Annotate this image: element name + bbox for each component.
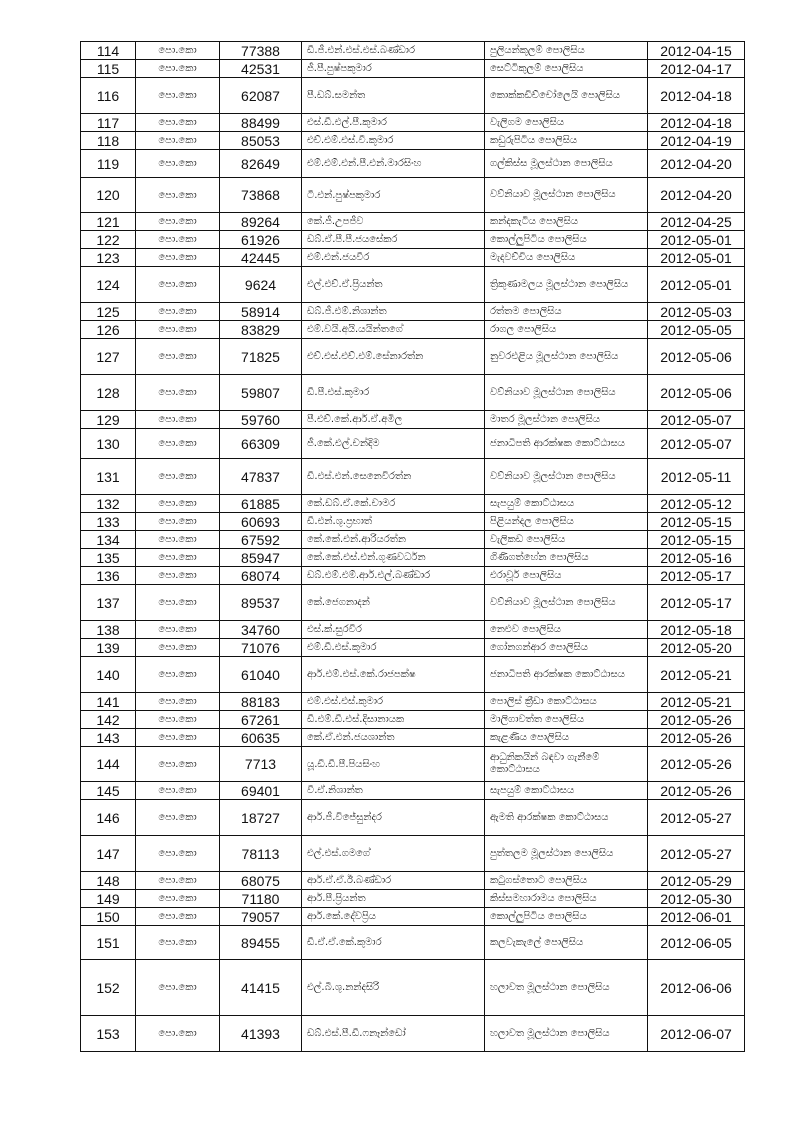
table-row [81, 836, 745, 872]
row-number-cell: 150 [81, 908, 136, 926]
row-number-cell: 144 [81, 747, 136, 782]
date-cell: 2012-04-18 [648, 78, 745, 114]
station-cell: රාගල පොලිසිය [485, 321, 648, 339]
officer-name-cell: එම්.එම්.එන්.පී.එන්.මාරසිංහ [302, 150, 485, 178]
date-cell: 2012-05-26 [648, 729, 745, 747]
row-number-cell: 134 [81, 531, 136, 549]
reg-number-cell: 88499 [220, 114, 302, 132]
officer-name-cell: ටී.එන්.පුෂ්පකුමාර [302, 178, 485, 213]
date-cell: 2012-04-15 [648, 42, 745, 60]
station-cell: නෙළුව පොලිසිය [485, 621, 648, 639]
rank-cell: පො.කො [136, 132, 220, 150]
officer-name-cell: පී.එච්.කේ.ආර්.ඒ.අමිල [302, 411, 485, 429]
row-number-cell: 140 [81, 657, 136, 693]
row-number-cell: 135 [81, 549, 136, 567]
station-cell: කඩුරුපිටිය පොලිසිය [485, 132, 648, 150]
station-cell: නුවරඑළිය මූලස්ථාන පොලිසිය [485, 339, 648, 375]
reg-number-cell: 69401 [220, 782, 302, 800]
reg-number-cell: 82649 [220, 150, 302, 178]
officer-name-cell: එම්.එන්.ජයවීර [302, 249, 485, 267]
station-cell: වව්නියාව මූලස්ථාන පොලිසිය [485, 585, 648, 621]
row-number-cell: 127 [81, 339, 136, 375]
table-row [81, 549, 745, 567]
reg-number-cell: 89537 [220, 585, 302, 621]
date-cell: 2012-05-15 [648, 531, 745, 549]
rank-cell: පො.කො [136, 585, 220, 621]
date-cell: 2012-04-18 [648, 114, 745, 132]
date-cell: 2012-05-18 [648, 621, 745, 639]
row-number-cell: 143 [81, 729, 136, 747]
station-cell: ජනාධිපති ආරක්ෂක කොට්ඨාසය [485, 657, 648, 693]
station-cell: එරාවූර් පොලිසිය [485, 567, 648, 585]
date-cell: 2012-05-07 [648, 429, 745, 459]
station-cell: පිළියන්දල පොලිසිය [485, 513, 648, 531]
table-row [81, 513, 745, 531]
table-row [81, 657, 745, 693]
row-number-cell: 131 [81, 459, 136, 495]
reg-number-cell: 42531 [220, 60, 302, 78]
row-number-cell: 120 [81, 178, 136, 213]
row-number-cell: 146 [81, 800, 136, 836]
officer-name-cell: කේ.කේ.එන්.ආරියරත්න [302, 531, 485, 549]
officer-name-cell: ආර්.ජී.විජේසුන්දර [302, 800, 485, 836]
row-number-cell: 153 [81, 1016, 136, 1052]
table-row [81, 1016, 745, 1052]
reg-number-cell: 71180 [220, 890, 302, 908]
station-cell: කන්දකැටිය පොලිසිය [485, 213, 648, 231]
date-cell: 2012-05-06 [648, 375, 745, 411]
date-cell: 2012-05-21 [648, 693, 745, 711]
rank-cell: පො.කො [136, 711, 220, 729]
row-number-cell: 124 [81, 267, 136, 303]
rank-cell: පො.කො [136, 150, 220, 178]
reg-number-cell: 60635 [220, 729, 302, 747]
reg-number-cell: 47837 [220, 459, 302, 495]
reg-number-cell: 34760 [220, 621, 302, 639]
reg-number-cell: 42445 [220, 249, 302, 267]
rank-cell: පො.කො [136, 303, 220, 321]
table-row [81, 114, 745, 132]
station-cell: සෙට්ටිකුලම් පොලිසිය [485, 60, 648, 78]
reg-number-cell: 59760 [220, 411, 302, 429]
station-cell: ජනාධිපති ආරක්ෂක කොට්ඨාසය [485, 429, 648, 459]
reg-number-cell: 60693 [220, 513, 302, 531]
date-cell: 2012-05-17 [648, 585, 745, 621]
station-cell: කලවැකැලේ පොලිසිය [485, 926, 648, 960]
reg-number-cell: 61885 [220, 495, 302, 513]
date-cell: 2012-05-07 [648, 411, 745, 429]
reg-number-cell: 61040 [220, 657, 302, 693]
reg-number-cell: 61926 [220, 231, 302, 249]
table-row [81, 800, 745, 836]
table-row [81, 621, 745, 639]
table-row [81, 303, 745, 321]
transfer-roster-table [80, 41, 745, 1052]
station-cell: මාලිගාවත්ත පොලිසිය [485, 711, 648, 729]
officer-name-cell: ඩී.එන්.ශු.ප්‍රභාත් [302, 513, 485, 531]
reg-number-cell: 59807 [220, 375, 302, 411]
date-cell: 2012-04-20 [648, 178, 745, 213]
date-cell: 2012-05-27 [648, 800, 745, 836]
date-cell: 2012-06-05 [648, 926, 745, 960]
reg-number-cell: 68075 [220, 872, 302, 890]
officer-name-cell: වී.ඒ.නිශාන්ත [302, 782, 485, 800]
officer-name-cell: ඩබ්.ඒ.පී.පී.ජයසේකර [302, 231, 485, 249]
date-cell: 2012-04-17 [648, 60, 745, 78]
rank-cell: පො.කො [136, 747, 220, 782]
row-number-cell: 139 [81, 639, 136, 657]
row-number-cell: 123 [81, 249, 136, 267]
officer-name-cell: පී.ඩබ්.සමන්ත [302, 78, 485, 114]
officer-name-cell: ඩී.එම්.ඩී.එස්.දිසානායක [302, 711, 485, 729]
reg-number-cell: 68074 [220, 567, 302, 585]
row-number-cell: 118 [81, 132, 136, 150]
date-cell: 2012-05-20 [648, 639, 745, 657]
reg-number-cell: 89264 [220, 213, 302, 231]
rank-cell: පො.කො [136, 729, 220, 747]
rank-cell: පො.කො [136, 513, 220, 531]
station-cell: වැලිගම පොලිසිය [485, 114, 648, 132]
row-number-cell: 141 [81, 693, 136, 711]
station-cell: මාතර මූලස්ථාන පොලිසිය [485, 411, 648, 429]
rank-cell: පො.කො [136, 339, 220, 375]
table-row [81, 267, 745, 303]
rank-cell: පො.කො [136, 429, 220, 459]
officer-name-cell: ආර්.පී.ප්‍රියන්ත [302, 890, 485, 908]
rank-cell: පො.කො [136, 872, 220, 890]
table-row [81, 639, 745, 657]
table-row [81, 890, 745, 908]
reg-number-cell: 58914 [220, 303, 302, 321]
officer-name-cell: ඩී.ජී.එන්.එස්.එස්.බණ්ඩාර [302, 42, 485, 60]
reg-number-cell: 41393 [220, 1016, 302, 1052]
table-row [81, 150, 745, 178]
row-number-cell: 136 [81, 567, 136, 585]
table-row [81, 339, 745, 375]
reg-number-cell: 73868 [220, 178, 302, 213]
table-row [81, 178, 745, 213]
table-row [81, 429, 745, 459]
rank-cell: පො.කො [136, 639, 220, 657]
row-number-cell: 126 [81, 321, 136, 339]
row-number-cell: 116 [81, 78, 136, 114]
reg-number-cell: 85947 [220, 549, 302, 567]
station-cell: කොල්ලුපිටිය පොලිසිය [485, 231, 648, 249]
station-cell: ගිණිගත්හේන පොලිසිය [485, 549, 648, 567]
table-row [81, 872, 745, 890]
row-number-cell: 151 [81, 926, 136, 960]
rank-cell: පො.කො [136, 1016, 220, 1052]
row-number-cell: 142 [81, 711, 136, 729]
station-cell: වැලිකඩ පොලිසිය [485, 531, 648, 549]
rank-cell: පො.කො [136, 890, 220, 908]
row-number-cell: 149 [81, 890, 136, 908]
date-cell: 2012-04-20 [648, 150, 745, 178]
station-cell: ඇමති ආරක්ෂක කොට්ඨාසය [485, 800, 648, 836]
station-cell: කැළණිය පොලිසිය [485, 729, 648, 747]
station-cell: වව්නියාව මූලස්ථාන පොලිසිය [485, 178, 648, 213]
reg-number-cell: 41415 [220, 960, 302, 1016]
row-number-cell: 119 [81, 150, 136, 178]
officer-name-cell: යූ.ඩී.ඩී.පී.පියසිංහ [302, 747, 485, 782]
rank-cell: පො.කො [136, 78, 220, 114]
table-row [81, 567, 745, 585]
table-row [81, 42, 745, 60]
rank-cell: පො.කො [136, 657, 220, 693]
row-number-cell: 137 [81, 585, 136, 621]
row-number-cell: 117 [81, 114, 136, 132]
station-cell: ගල්කිස්ස මූලස්ථාන පොලිසිය [485, 150, 648, 178]
station-cell: හලාවත මූලස්ථාන පොලිසිය [485, 960, 648, 1016]
station-cell: කිස්සමහාරාමය පොලිසිය [485, 890, 648, 908]
rank-cell: පො.කො [136, 549, 220, 567]
date-cell: 2012-05-21 [648, 657, 745, 693]
reg-number-cell: 77388 [220, 42, 302, 60]
rank-cell: පො.කො [136, 267, 220, 303]
date-cell: 2012-06-06 [648, 960, 745, 1016]
officer-name-cell: එල්.බී.ශු.නන්දසිරි [302, 960, 485, 1016]
reg-number-cell: 71076 [220, 639, 302, 657]
reg-number-cell: 9624 [220, 267, 302, 303]
officer-name-cell: කේ.ඩබ්.ඒ.කේ.චාමර [302, 495, 485, 513]
rank-cell: පො.කො [136, 908, 220, 926]
reg-number-cell: 88183 [220, 693, 302, 711]
row-number-cell: 122 [81, 231, 136, 249]
date-cell: 2012-05-01 [648, 231, 745, 249]
table-row [81, 321, 745, 339]
reg-number-cell: 85053 [220, 132, 302, 150]
officer-name-cell: එම්.එස්.එස්.කුමාර [302, 693, 485, 711]
table-row [81, 693, 745, 711]
table-row [81, 926, 745, 960]
table-row [81, 231, 745, 249]
rank-cell: පො.කො [136, 495, 220, 513]
rank-cell: පො.කො [136, 411, 220, 429]
table-row [81, 729, 745, 747]
officer-name-cell: එස්.ක්.සුරවීර [302, 621, 485, 639]
rank-cell: පො.කො [136, 531, 220, 549]
officer-name-cell: එල්.එච්.ඒ.ප්‍රියන්ත [302, 267, 485, 303]
table-row [81, 411, 745, 429]
station-cell: වව්නියාව මූලස්ථාන පොලිසිය [485, 459, 648, 495]
station-cell: හලාවත මූලස්ථාන පොලිසිය [485, 1016, 648, 1052]
officer-name-cell: එච්.එම්.එස්.වී.කුමාර [302, 132, 485, 150]
date-cell: 2012-05-06 [648, 339, 745, 375]
station-cell: ත්‍රිකුණාමලය මූලස්ථාන පොලිසිය [485, 267, 648, 303]
date-cell: 2012-06-01 [648, 908, 745, 926]
table-row [81, 78, 745, 114]
reg-number-cell: 71825 [220, 339, 302, 375]
station-cell: පුත්තලම මූලස්ථාන පොලිසිය [485, 836, 648, 872]
station-cell: කටුගස්තොට පොලිසිය [485, 872, 648, 890]
rank-cell: පො.කො [136, 926, 220, 960]
reg-number-cell: 62087 [220, 78, 302, 114]
date-cell: 2012-05-12 [648, 495, 745, 513]
station-cell: සැපයුම් කොට්ඨාසය [485, 782, 648, 800]
reg-number-cell: 66309 [220, 429, 302, 459]
reg-number-cell: 83829 [220, 321, 302, 339]
station-cell: රත්තම පොලිසිය [485, 303, 648, 321]
date-cell: 2012-05-30 [648, 890, 745, 908]
officer-name-cell: ජී.පී.පුෂ්පකුමාර [302, 60, 485, 78]
row-number-cell: 130 [81, 429, 136, 459]
table-row [81, 375, 745, 411]
date-cell: 2012-05-26 [648, 747, 745, 782]
rank-cell: පො.කො [136, 114, 220, 132]
officer-name-cell: ඩී.ඒ.ඒ.කේ.කුමාර [302, 926, 485, 960]
rank-cell: පො.කො [136, 621, 220, 639]
row-number-cell: 115 [81, 60, 136, 78]
date-cell: 2012-04-19 [648, 132, 745, 150]
rank-cell: පො.කො [136, 231, 220, 249]
station-cell: මැදවච්චිය පොලිසිය [485, 249, 648, 267]
rank-cell: පො.කො [136, 459, 220, 495]
reg-number-cell: 18727 [220, 800, 302, 836]
date-cell: 2012-05-26 [648, 711, 745, 729]
row-number-cell: 125 [81, 303, 136, 321]
row-number-cell: 138 [81, 621, 136, 639]
date-cell: 2012-05-01 [648, 249, 745, 267]
date-cell: 2012-05-26 [648, 782, 745, 800]
row-number-cell: 114 [81, 42, 136, 60]
table-row [81, 711, 745, 729]
table-row [81, 459, 745, 495]
officer-name-cell: කේ.කේ.එස්.එන්.ගුණවර්ධන [302, 549, 485, 567]
rank-cell: පො.කො [136, 213, 220, 231]
station-cell: ගෝනගන්ආර පොලිසිය [485, 639, 648, 657]
officer-name-cell: එම්.ඩී.එස්.කුමාර [302, 639, 485, 657]
officer-name-cell: ආර්.කේ.දේවප්‍රිය [302, 908, 485, 926]
row-number-cell: 121 [81, 213, 136, 231]
officer-name-cell: ඩබ්.එස්.පී.ඩී.ෆනෑන්ඩෝ [302, 1016, 485, 1052]
date-cell: 2012-05-27 [648, 836, 745, 872]
officer-name-cell: ආර්.ඒ.ඒ.ඊ.බණ්ඩාර [302, 872, 485, 890]
officer-name-cell: ඩී.පී.එස්.කුමාර [302, 375, 485, 411]
rank-cell: පො.කො [136, 800, 220, 836]
roster-body [81, 42, 745, 1052]
row-number-cell: 148 [81, 872, 136, 890]
table-row [81, 908, 745, 926]
officer-name-cell: ඩී.එස්.එන්.සෙනෙවිරත්න [302, 459, 485, 495]
station-cell: වව්නියාව මූලස්ථාන පොලිසිය [485, 375, 648, 411]
reg-number-cell: 67592 [220, 531, 302, 549]
rank-cell: පො.කො [136, 42, 220, 60]
row-number-cell: 147 [81, 836, 136, 872]
station-cell: සැපයුම් කොට්ඨාසය [485, 495, 648, 513]
officer-name-cell: ආර්.එම්.එස්.කේ.රාජපක්ෂ [302, 657, 485, 693]
date-cell: 2012-05-03 [648, 303, 745, 321]
reg-number-cell: 89455 [220, 926, 302, 960]
rank-cell: පො.කො [136, 249, 220, 267]
date-cell: 2012-05-01 [648, 267, 745, 303]
station-cell: කොල්ලුපිටිය පොලිසිය [485, 908, 648, 926]
rank-cell: පො.කො [136, 693, 220, 711]
table-row [81, 495, 745, 513]
date-cell: 2012-05-16 [648, 549, 745, 567]
station-cell: පුලියන්කුලම් පොලිසිය [485, 42, 648, 60]
row-number-cell: 145 [81, 782, 136, 800]
date-cell: 2012-05-15 [648, 513, 745, 531]
table-row [81, 531, 745, 549]
row-number-cell: 133 [81, 513, 136, 531]
table-row [81, 249, 745, 267]
rank-cell: පො.කො [136, 60, 220, 78]
rank-cell: පො.කො [136, 960, 220, 1016]
table-row [81, 782, 745, 800]
reg-number-cell: 7713 [220, 747, 302, 782]
reg-number-cell: 78113 [220, 836, 302, 872]
table-row [81, 60, 745, 78]
row-number-cell: 132 [81, 495, 136, 513]
officer-name-cell: ජී.කේ.එල්.චන්දිම [302, 429, 485, 459]
station-cell: කොක්කඩිච්චෝලෙයි පොලිසිය [485, 78, 648, 114]
table-row [81, 213, 745, 231]
rank-cell: පො.කො [136, 375, 220, 411]
rank-cell: පො.කො [136, 178, 220, 213]
station-cell: පොලිස් ක්‍රීඩා කොට්ඨාසය [485, 693, 648, 711]
officer-name-cell: කේ.ඒ.එන්.ජයශාන්ත [302, 729, 485, 747]
date-cell: 2012-05-17 [648, 567, 745, 585]
officer-name-cell: එල්.එස්.ගමගේ [302, 836, 485, 872]
date-cell: 2012-04-25 [648, 213, 745, 231]
table-row [81, 747, 745, 782]
table-row [81, 960, 745, 1016]
officer-name-cell: ඩබ්.ජී.එම්.නිශාන්ත [302, 303, 485, 321]
date-cell: 2012-06-07 [648, 1016, 745, 1052]
officer-name-cell: කේ.ජී.උපජීව [302, 213, 485, 231]
date-cell: 2012-05-05 [648, 321, 745, 339]
date-cell: 2012-05-29 [648, 872, 745, 890]
rank-cell: පො.කො [136, 782, 220, 800]
row-number-cell: 129 [81, 411, 136, 429]
reg-number-cell: 67261 [220, 711, 302, 729]
row-number-cell: 152 [81, 960, 136, 1016]
reg-number-cell: 79057 [220, 908, 302, 926]
table-row [81, 585, 745, 621]
date-cell: 2012-05-11 [648, 459, 745, 495]
officer-name-cell: එස්.ඩී.එල්.පී.කුමාර [302, 114, 485, 132]
rank-cell: පො.කො [136, 836, 220, 872]
row-number-cell: 128 [81, 375, 136, 411]
station-cell: ආධුනිකයින් බඳවා ගැනීමේ කොට්ඨාසය [485, 747, 648, 782]
table-row [81, 132, 745, 150]
officer-name-cell: එම්.වයි.අයි.යයින්තගේ [302, 321, 485, 339]
officer-name-cell: ඩබ්.එම්.එම්.ආර්.එල්.බණ්ඩාර [302, 567, 485, 585]
officer-name-cell: එච්.එස්.එච්.එම්.සේනාරත්න [302, 339, 485, 375]
officer-name-cell: කේ.ජෙගනාදන් [302, 585, 485, 621]
rank-cell: පො.කො [136, 567, 220, 585]
rank-cell: පො.කො [136, 321, 220, 339]
